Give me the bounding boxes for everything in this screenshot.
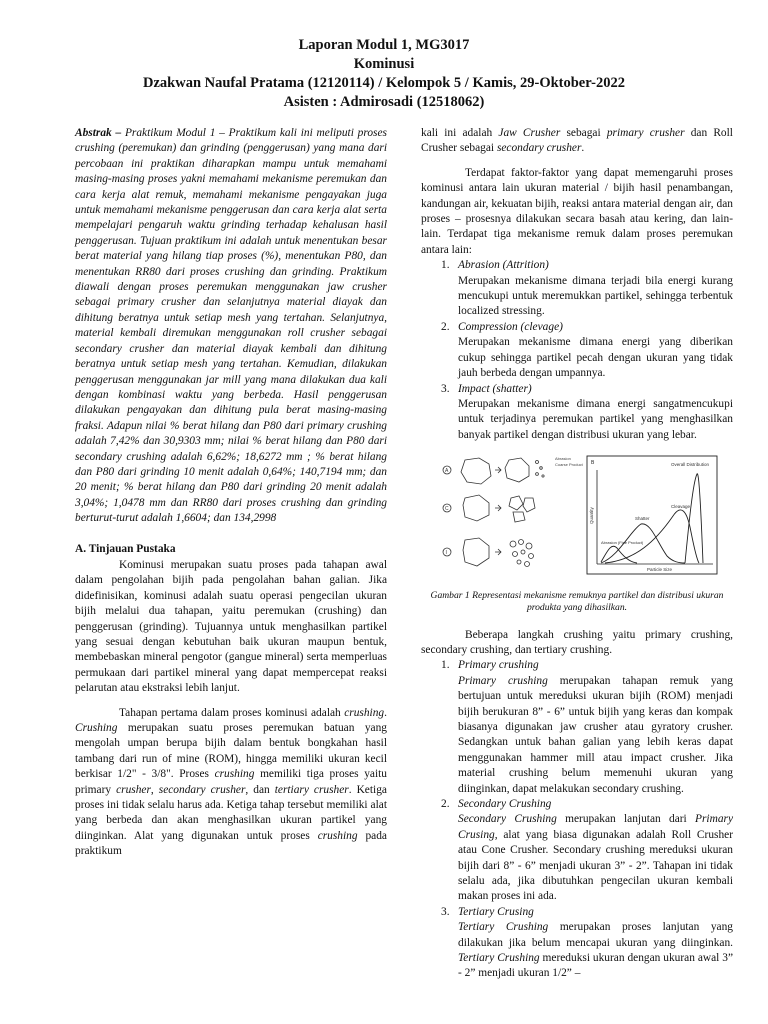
label-attrition: Abrasion (Fine Product) — [601, 540, 644, 546]
label-shatter: Shatter — [635, 516, 650, 522]
svg-text:Coarse Product: Coarse Product — [555, 462, 583, 468]
left-column — [75, 126, 387, 860]
figure-caption: Gambar 1 Representasi mekanisme remuknya partikel dan distribusi ukuran produkta yang dihasilkan. — [430, 589, 724, 613]
figure-1-mechanisms — [435, 452, 721, 580]
abstract — [75, 126, 387, 527]
continuation-paragraph: kali ini adalah Jaw Crusher sebagai primary crusher dan Roll Crusher sebagai secondary crusher. — [421, 127, 733, 155]
list-item: 1. Primary crushing Primary crushing merupakan tahapan remuk yang bertujuan untuk mereduksi ukuran bijih (ROM) menjadi bijih berukuran 8” - 6” untuk bijih yang keras dan kompak biasanya digunakan jaw crusher atau gyratory crusher. Sedangkan untuk bahan galian yang lebih keras dapat menggunakan hammer mill atau impact crusher. Jika material crushing belum memenuhi ukuran yang diinginkan, dapat melakukan secondary crushing. — [441, 659, 733, 795]
report-title: Laporan Modul 1, MG3017 — [298, 37, 470, 53]
author-line: Dzakwan Naufal Pratama (12120114) / Kelompok 5 / Kamis, 29-Oktober-2022 — [143, 75, 625, 91]
list-item: 2. Secondary Crushing Secondary Crushing merupakan lanjutan dari Primary Crusing, alat yang biasa digunakan adalah Roll Crusher atau Cone Crusher. Secondary crushing mereduksi ukuran bijih dari 8” - 6” menjadi ukuran 3” - 2”. Tahapan ini tidak selalu ada, jika dibutuhkan pengecilan ukuran kembali makan proses ini ada. — [441, 798, 733, 903]
panel-b-tag: B — [591, 460, 595, 467]
list-item: 3. Tertiary Crusing Tertiary Crushing merupakan proses lanjutan yang dilakukan jika belum mencapai ukuran yang diinginkan. Tertiary Crushing mereduksi ukuran dengan ukuran awal 3” - 2” menjadi ukuran 1/2” – — [441, 905, 733, 980]
mech-label-a: A — [445, 468, 449, 475]
list-item: 3. Impact (shatter) Merupakan mekanisme dimana energi sangatmencukupi untuk terjadinya peremukan partikel yang menghasilkan banyak partikel dengan distribusi ukuran yang lebar. — [441, 382, 733, 441]
report-header — [0, 36, 768, 112]
mech-label-i: I — [445, 550, 447, 557]
faktor-paragraph: Terdapat faktor-faktor yang dapat memengaruhi proses kominusi antara lain ukuran material / bijih hasil penambangan, kandungan air, kekuatan bijih, reaksi antara material dengan air, dan proses – prosesnya dilakukan secara basah atau kering, dan lain-lain. Terdapat tiga mekanisme remuk dalam proses peremukan antara lain: — [421, 166, 733, 256]
right-column — [421, 126, 733, 982]
svg-text:Abrasion: Abrasion — [555, 456, 571, 462]
x-axis-label: Particle Size — [647, 567, 673, 573]
mechanism-list — [421, 258, 733, 443]
mech-label-c: C — [445, 506, 449, 513]
report-subtitle: Kominusi — [353, 56, 415, 72]
label-cleavage: Cleavage — [671, 504, 691, 510]
crushing-steps-list — [421, 658, 733, 982]
list-item: 1. Abrasion (Attrition) Merupakan mekanisme dimana terjadi bila energi kurang mencukupi untuk meremukkan partikel, sehingga terbentuk localized stressing. — [441, 259, 733, 318]
tinjauan-paragraph-1: Kominusi merupakan suatu proses pada tahapan awal dalam pengolahan bijih pada pengolahan bahan galian. Jika didefinisikan, kominusi adalah suatu operasi pengecilan ukuran bijih melalui dua tahapan, yaitu peremukan (crushing) dan penggerusan (grinding). Tujuannya untuk menghasilkan partikel yang sesuai dengan kebutuhan baik ukuran maupun bentuk, membebaskan mineral pengotor (gangue mineral) serta memperluas permukaan dari partikel mineral yang dapat mempercepat reaksi pelarutan atau ekstraksi lebih lanjut. — [75, 558, 387, 695]
y-axis-label: Quantity — [589, 507, 594, 525]
langkah-paragraph: Beberapa langkah crushing yaitu primary crushing, secondary crushing, dan tertiary crushing. — [421, 628, 733, 656]
list-item: 2. Compression (clevage) Merupakan mekanisme dimana energi yang diberikan cukup sehingga partikel pecah dengan ukuran yang tidak jauh berbeda dengan umpannya. — [441, 320, 733, 380]
section-title-tinjauan: A. Tinjauan Pustaka — [75, 542, 176, 555]
tinjauan-paragraph-2: Tahapan pertama dalam proses kominusi adalah crushing. Crushing merupakan suatu proses peremukan batuan yang mengolah umpan berupa bijih dalam bentuk bongkahan hasil tambang dari run of mine (ROM), hingga memiliki ukuran kecil berkisar 1/2" - 3/8". Proses crushing memiliki tiga proses yaitu primary crusher, secondary crusher, dan tertiary crusher. Ketiga proses ini tidak selalu harus ada. Ketiga tahap tersebut memiliki alat yang berbeda dan akan menghasilkan ukuran partikel yang diinginkan. Alat yang digunakan untuk proses crushing pada praktikum — [75, 706, 387, 858]
abstract-label: Abstrak – — [75, 127, 122, 139]
assistant-line: Asisten : Admirosadi (12518062) — [283, 94, 485, 110]
abstract-text: Praktikum Modul 1 – Praktikum kali ini meliputi proses crushing (peremukan) dan grinding (penggerusan) yang mana dari percobaan ini praktikan diharapkan mampu untuk memahami masing-masing proses yakni memahami mekanisme peremukan dan cara kerja alat remuk, memahami mekanisme pengayakan juga untuk memahami mekanisme penggerusan dan cara kerja alat serta mempelajari pengaruh waktu grinding terhadap kehalusan hasil penggerusan. Tujuan praktikum ini adalah untuk menentukan besar berat material yang hilang tiap proses (%), menentukan P80, dan menentukan RR80 dari proses crushing dan grinding. Praktikum diawali dengan proses peremukan menggunakan jaw crusher sebagai primary crusher dan selanjutnya material diayak dan dihitung beratnya untuk setiap mesh yang tertahan. Selanjutnya, material kembali diremukan menggunakan roll crusher sebagai secondary crusher dan material diayak kembali dan dihitung beratnya untuk setiap mesh yang tertahan. Kemudian, dilakukan penggerusan menggunakan jar mill yang mana dilakukan dua kali dengan kombinasi waktu yang berbeda. Hasil penggerusan dilakukan pengayakan dan dihitung pula berat masing-masing fraksi. Adapun nilai % berat hilang dan P80 dari primary crushing adalah 7,42% dan 30,9303 mm; nilai % berat hilang dan P80 dari secondary crushing adalah 6,62%; 18,6272 mm ; % berat hilang dan P80 dari grinding 10 menit adalah 0,64%; 140,7194 mm; dan 20 menit; % berat hilang dan P80 dari grinding 20 menit adalah 3,04%; 1,0478 mm dan RR80 dari proses crushing dan grinding berturut-turut adalah 1,6604; dan 134,2998 — [75, 127, 387, 525]
label-overall: Overall Distribution — [671, 462, 710, 468]
